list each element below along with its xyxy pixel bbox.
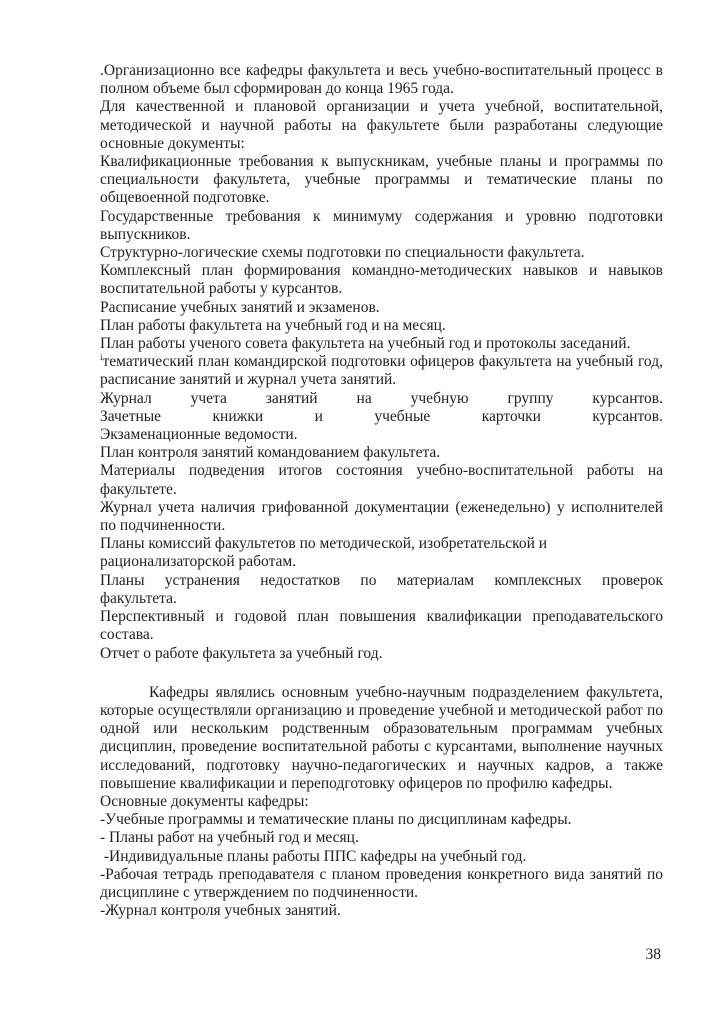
page-number: 38 <box>645 946 661 963</box>
paragraph: Кафедры являлись основным учебно-научным подразделением факультета, которые осуществляли организацию и проведение учебной и методической работ по одной или нескольким родственным образовательным программам учебных дисциплин, проведение воспитательной работы с курсантами, выполнение научных исследований, подготовку научно-педагогических и научных кадров, а также повышение квалификации и переподготовку офицеров по профилю кафедры. <box>100 683 663 792</box>
paragraph: Квалификационные требования к выпускникам, учебные планы и программы по специальности факультета, учебные программы и тематические планы по общевоенной подготовке. <box>100 153 663 207</box>
paragraph: Структурно-логические схемы подготовки по специальности факультета. <box>100 244 585 262</box>
paragraph: .Организационно все кафедры факультета и весь учебно-воспитательный процесс в полном объеме был сформирован до конца 1965 года. <box>100 62 663 98</box>
paragraph: План работы факультета на учебный год и на месяц. <box>100 316 446 334</box>
paragraph: Перспективный и годовой план повышения квалификации преподавательского состава. <box>100 608 663 644</box>
paragraph: Комплексный план формирования командно-методических навыков и навыков воспитательной работы у курсантов. <box>100 262 663 298</box>
paragraph: Зачетные книжки и учебные карточки курсантов. <box>100 407 663 425</box>
list-item: -Индивидуальные планы работы ППС кафедры на учебный год. <box>100 847 527 865</box>
paragraph: Расписание учебных занятий и экзаменов. <box>100 298 380 316</box>
blank-line <box>100 663 663 684</box>
paragraph: рационализаторской работам. <box>100 553 297 571</box>
paragraph: Журнал учета занятий на учебную группу курсантов. <box>100 389 663 407</box>
paragraph <box>100 353 663 389</box>
paragraph: Отчет о работе факультета за учебный год. <box>100 644 383 662</box>
paragraph-text: тематический план командирской подготовки офицеров факультета на учебный год, расписание занятий и журнал учета занятий. <box>100 353 663 389</box>
footnote-marker: i <box>100 352 103 363</box>
paragraph: План контроля занятий командованием факультета. <box>100 444 441 462</box>
paragraph: Основные документы кафедры: <box>100 792 309 810</box>
paragraph: Материалы подведения итогов состояния учебно-воспитательной работы на факультете. <box>100 462 663 498</box>
paragraph: План работы ученого совета факультета на учебный год и протоколы заседаний. <box>100 335 631 353</box>
list-item: - Планы работ на учебный год и месяц. <box>100 829 359 847</box>
paragraph: Планы комиссий факультетов по методической, изобретательской и <box>100 535 548 553</box>
paragraph: Государственные требования к минимуму содержания и уровню подготовки выпускников. <box>100 207 663 243</box>
paragraph: Экзаменационные ведомости. <box>100 426 298 444</box>
list-item: -Рабочая тетрадь преподавателя с планом проведения конкретного вида занятий по дисциплине с утверждением по подчиненности. <box>100 865 663 901</box>
paragraph: факультета. <box>100 589 177 607</box>
paragraph: Журнал учета наличия грифованной документации (еженедельно) у исполнителей по подчиненности. <box>100 498 663 535</box>
text-block <box>100 62 663 920</box>
paragraph: Для качественной и плановой организации и учета учебной, воспитательной, методической и научной работы на факультете были разработаны следующие основные документы: <box>100 98 663 152</box>
list-item: -Учебные программы и тематические планы по дисциплинам кафедры. <box>100 811 572 829</box>
paragraph: Планы устранения недостатков по материалам комплексных проверок <box>100 571 663 589</box>
list-item: -Журнал контроля учебных занятий. <box>100 902 341 920</box>
